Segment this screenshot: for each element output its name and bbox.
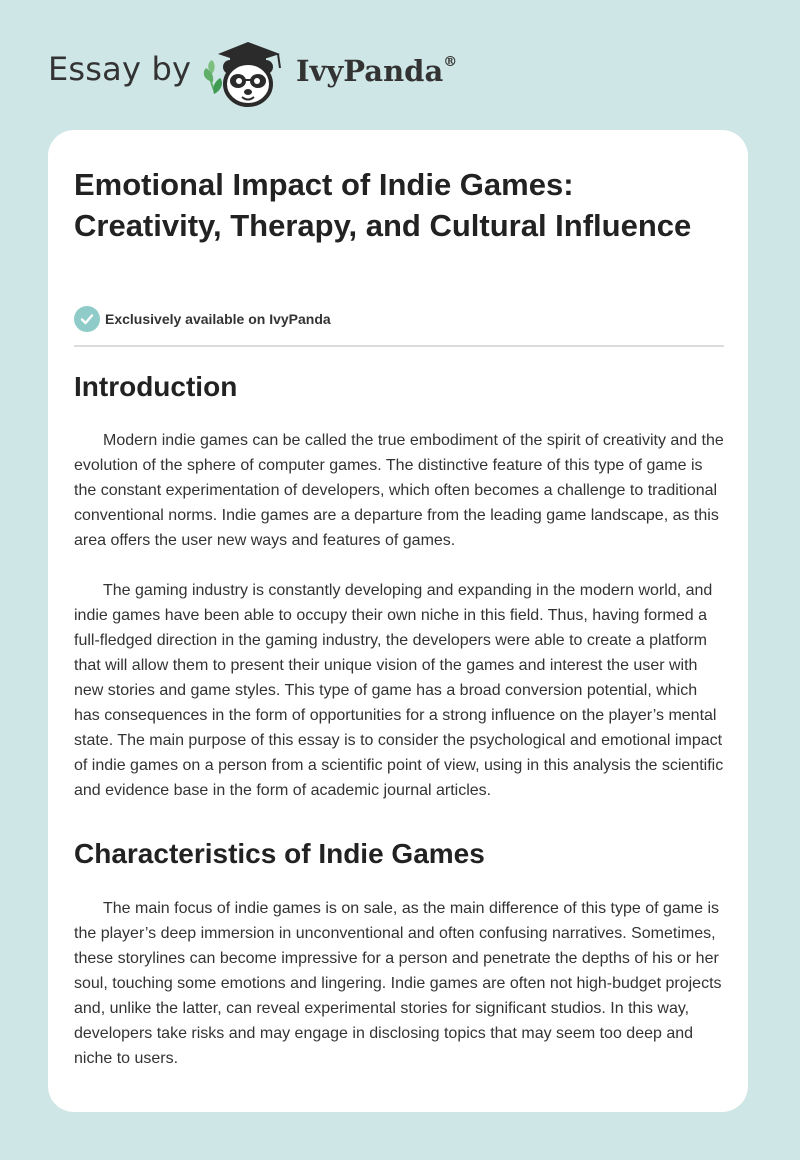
essay-card xyxy=(48,130,748,1112)
brand-name[interactable] xyxy=(296,54,457,88)
exclusive-badge xyxy=(74,306,331,332)
page-title: Emotional Impact of Indie Games: Creativity, Therapy, and Cultural Influence xyxy=(74,167,692,243)
essay-by-label: Essay by xyxy=(48,50,192,88)
paragraph-intro-2: The gaming industry is constantly developing and expanding in the modern world, and indie games have been able to occupy their own niche in this field. Thus, having formed a full-fledged direction in the gaming industry, the developers were able to create a platform that will allow them to present their unique vision of the games and interest the user with new stories and game styles. This type of game has a broad conversion potential, which has consequences in the form of opportunities for a strong influence on the player’s mental state. The main purpose of this essay is to consider the psychological and emotional impact of indie games on a person from a scientific point of view, using in this analysis the scientific and evidence base in the form of academic journal articles. xyxy=(74,582,724,799)
site-header xyxy=(0,0,800,130)
exclusive-badge-label: Exclusively available on IvyPanda xyxy=(105,311,331,327)
paragraph-characteristics-1: The main focus of indie games is on sale, as the main difference of this type of game is the player’s deep immersion in unconventional and often confusing narratives. Sometimes, these storylines can become impressive for a person and penetrate the depths of his or her soul, touching some emotions and lingering. Indie games are often not high-budget projects and, unlike the latter, can reveal experimental stories for significant studios. In this way, developers take risks and may engage in disclosing topics that may seem too deep and niche to users. xyxy=(74,900,722,1067)
paragraph-intro-1: Modern indie games can be called the true embodiment of the spirit of creativity and the evolution of the sphere of computer games. The distinctive feature of this type of game is the constant experimentation of developers, which often becomes a challenge to traditional conventional norms. Indie games are a departure from the leading game landscape, as this area offers the user new ways and features of games. xyxy=(74,432,724,549)
section-heading-introduction: Introduction xyxy=(74,371,238,402)
check-icon xyxy=(74,306,100,332)
title-divider xyxy=(74,345,724,347)
section-heading-characteristics: Characteristics of Indie Games xyxy=(74,838,485,869)
registered-mark: ® xyxy=(443,54,458,71)
panda-graduate-logo-icon[interactable] xyxy=(200,34,292,110)
brand-text: IvyPanda xyxy=(296,54,444,88)
